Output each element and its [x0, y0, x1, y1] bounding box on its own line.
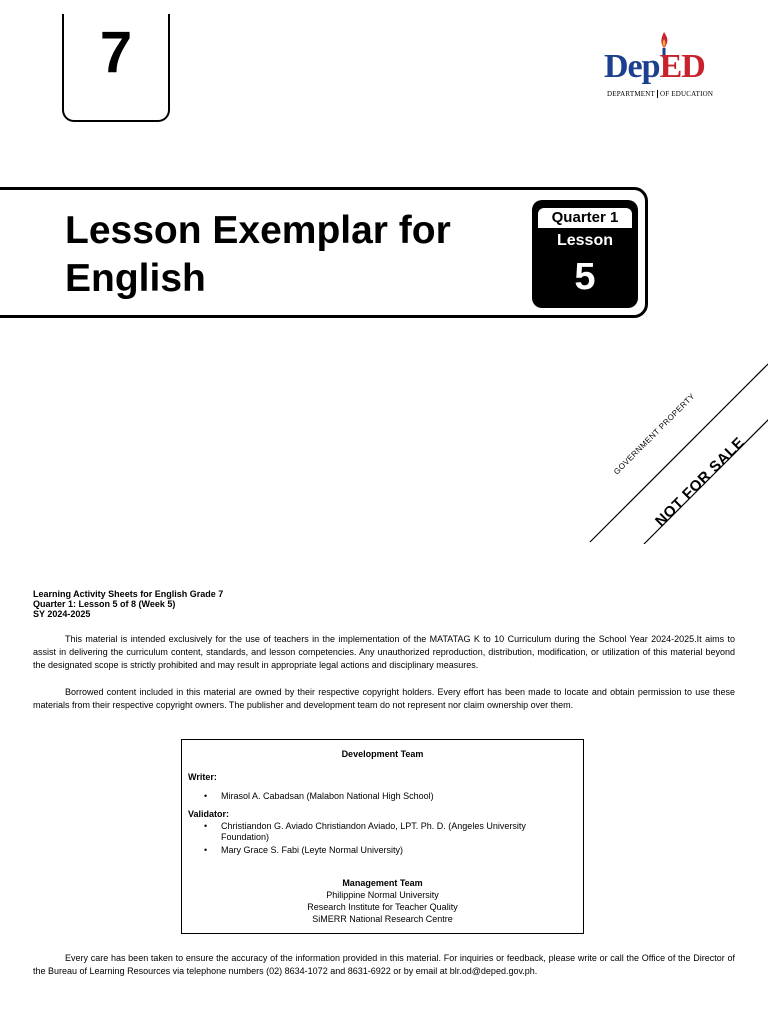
meta-line-2: Quarter 1: Lesson 5 of 8 (Week 5)	[33, 599, 176, 609]
team-title: Development Team	[341, 749, 424, 759]
copyright-paragraph: Borrowed content included in this material are owned by their respective copyright holders. Every effort has been made to locate and obtain permission to use these materials from their respective copyright owners. The publisher and development team do not represent nor claim ownership over them.	[33, 687, 735, 710]
meta-line-3: SY 2024-2025	[33, 609, 91, 619]
grade-number: 7	[99, 20, 133, 85]
management-item: SiMERR National Research Centre	[312, 914, 453, 924]
logo-subtitle: DEPARTMENT OF EDUCATION	[607, 90, 714, 98]
lesson-number: 5	[574, 256, 596, 298]
title-line-1: Lesson Exemplar for	[65, 209, 451, 252]
writer-item: • Mirasol A. Cabadsan (Malabon National High School)	[204, 791, 574, 802]
deped-logo	[604, 30, 740, 102]
stamp-line-2: NOT FOR SALE	[652, 433, 749, 531]
management-item: Research Institute for Teacher Quality	[307, 902, 458, 912]
validator-label: Validator:	[188, 809, 230, 819]
lesson-badge	[532, 200, 638, 308]
contact-paragraph: Every care has been taken to ensure the accuracy of the information provided in this material. For inquiries or feedback, please write or call the Office of the Director of the Bureau of Learning Resources via telephone numbers (02) 8634-1072 and 8631-6922 or by email at blr.od@deped.gov.ph.	[33, 953, 735, 976]
page-title	[65, 207, 505, 303]
grade-badge	[62, 14, 170, 122]
title-line-2: English	[65, 257, 206, 300]
usage-paragraph: This material is intended exclusively for the use of teachers in the implementation of the MATATAG K to 10 Curriculum during the School Year 2024-2025.It aims to assist in delivering the curriculum content, standards, and lesson competencies. Any unauthorized reproduction, distribution, modification, or utilization of this material beyond the designated scope is strictly prohibited and may result in appropriate legal actions and disciplinary measures.	[33, 634, 735, 670]
management-item: Philippine Normal University	[326, 890, 439, 900]
management-team	[182, 877, 583, 925]
logo-wordmark: DepED	[604, 48, 705, 85]
meta-line-1: Learning Activity Sheets for English Grade 7	[33, 589, 224, 599]
lesson-label: Lesson	[556, 232, 613, 249]
stamp-line-1: GOVERNMENT PROPERTY	[612, 391, 697, 477]
development-team-box	[181, 739, 584, 934]
validator-item: • Christiandon G. Aviado Christiandon Aviado, LPT. Ph. D. (Angeles University Foundation)	[204, 821, 574, 843]
document-meta	[33, 589, 223, 619]
writer-label: Writer:	[188, 772, 217, 782]
quarter-label: Quarter 1	[538, 208, 632, 228]
management-title: Management Team	[342, 878, 423, 888]
validator-item: • Mary Grace S. Fabi (Leyte Normal University)	[204, 845, 574, 856]
